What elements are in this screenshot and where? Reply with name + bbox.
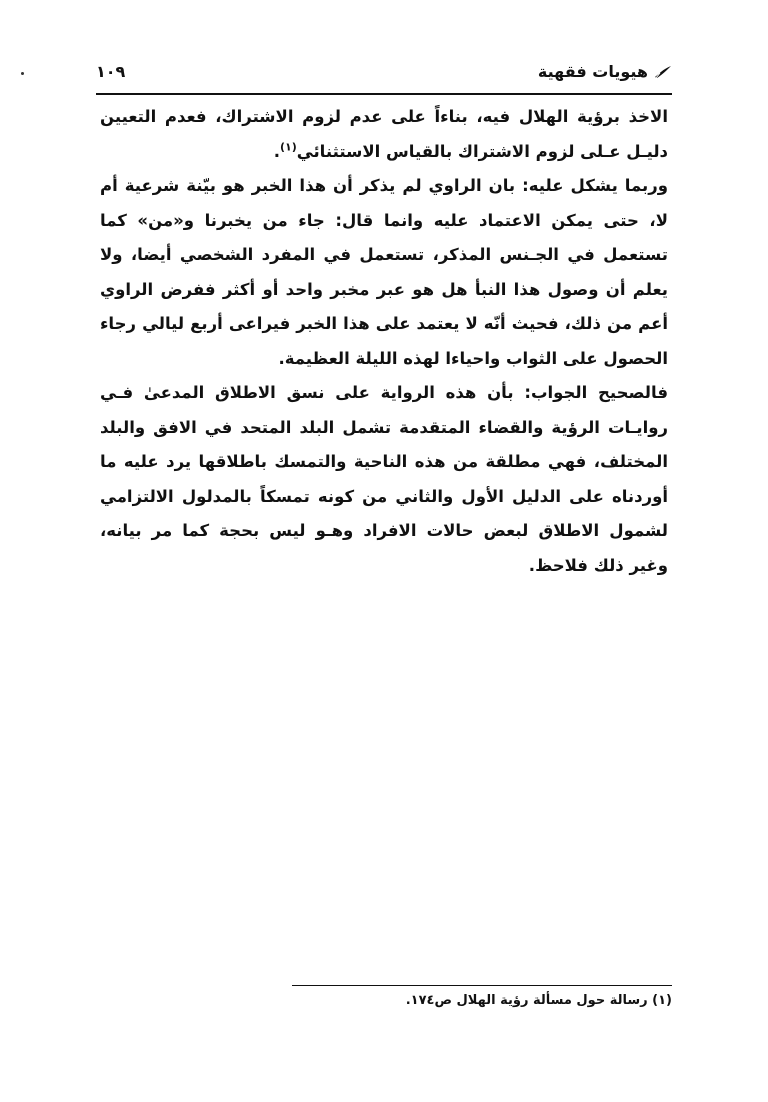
paragraph-1 [100, 100, 668, 169]
page-number: ١٠٩ [96, 62, 126, 81]
paragraph-2 [100, 169, 668, 376]
header-title: هيويات فقهية [537, 62, 648, 81]
paragraph-3-text: بأن هذه الرواية على نسق الاطلاق المدعىٰ فـي روايـات الرؤية والقضاء المتقدمة تشمل البلد المتحد في الافق والبلد المختلف، فهي مطلقة من هذه الناحية والتمسك باطلاقها يرد عليه ما أوردناه على الدليل الأول والثاني من كونه تمسكاً بالمدلول الالتزامي لشمول الاطلاق لبعض حالات الافراد وهـو ليس بحجة كما مر بيانه، وغير ذلك فلاحظ. [100, 383, 668, 575]
paragraph-2-text: بان الراوي لم يذكر أن هذا الخبر هو بيّنة شرعية أم لا، حتى يمكن الاعتماد عليه وانما قال: جاء من يخبرنا و«من» كما تستعمل في الجـنس المذكر، تستعمل في المفرد الشخصي أيضا، ولا يعلم أن وصول هذا النبأ هل هو عبر مخبر واحد أو أكثر ففرض الراوي أعم من ذلك، فحيث أنّه لا يعتمد على هذا الخبر فيراعى أربع ليالي رجاء الحصول على الثواب واحياءا لهذه الليلة العظيمة. [100, 176, 668, 368]
footnote-ref[interactable]: (١) [280, 140, 297, 153]
footnote: (١) رسالة حول مسألة رؤية الهلال ص١٧٤. [405, 993, 672, 1008]
paragraph-1-tail: . [273, 141, 281, 161]
paragraph-3 [100, 376, 668, 583]
running-header [96, 60, 672, 90]
paragraph-3-lead: فالصحيح الجواب: [524, 383, 668, 402]
header-title-group [538, 62, 672, 81]
body-text [100, 100, 668, 583]
paragraph-2-lead: وربما يشكل عليه: [522, 176, 668, 195]
footnote-rule [292, 985, 672, 986]
quill-icon [654, 65, 672, 79]
scan-speck [21, 72, 24, 75]
paragraph-1-text: الاخذ برؤية الهلال فيه، بناءاً على عدم لزوم الاشتراك، فعدم التعيين دليـل عـلى لزوم الاشتراك بالقياس الاستثنائي [100, 107, 668, 161]
header-rule [96, 93, 672, 95]
